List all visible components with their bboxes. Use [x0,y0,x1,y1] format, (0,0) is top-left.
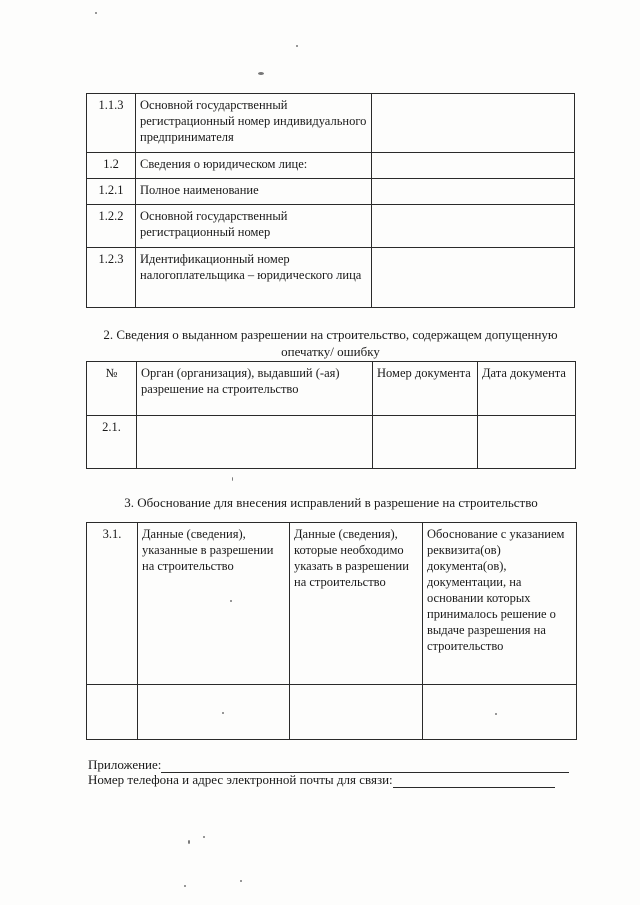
row-value[interactable] [372,94,575,153]
row-number: 1.1.3 [87,94,136,153]
row-number: 1.2.2 [87,205,136,248]
row-label: Основной государственный регистрационный номер [136,205,372,248]
col-header-specified-data: Данные (сведения), указанные в разрешении на строительство [138,523,290,685]
scan-speck [258,72,264,75]
table-row [87,416,576,469]
contact-line [88,772,555,788]
table-row [87,685,577,740]
scan-speck [203,836,205,838]
row-label: Идентификационный номер налогоплательщика – юридического лица [136,248,372,308]
scan-speck [232,477,233,481]
scan-speck [95,12,97,14]
table-row [87,248,575,308]
table-row [87,94,575,153]
section-3-heading: 3. Обоснование для внесения исправлений в разрешение на строительство [124,495,538,510]
col-header-basis: Обоснование с указанием реквизита(ов) документа(ов), документации, на основании которых принималось решение о выдаче разрешения на строительство [423,523,577,685]
row-value[interactable] [372,179,575,205]
row-label: Полное наименование [136,179,372,205]
row-number: 1.2 [87,153,136,179]
doc-date-field[interactable] [478,416,576,469]
attachment-label: Приложение: [88,757,162,772]
correction-basis-table [86,522,577,740]
specified-data-field[interactable] [138,685,290,740]
row-label: Основной государственный регистрационный номер индивидуального предпринимателя [136,94,372,153]
scan-speck [240,880,242,882]
section-2-heading: 2. Сведения о выданном разрешении на строительство, содержащем допущенную опечатку/ ошибку [103,327,558,359]
basis-field[interactable] [423,685,577,740]
table-row [87,205,575,248]
contact-field[interactable] [393,775,555,788]
row-value[interactable] [372,153,575,179]
scan-speck [188,840,190,844]
contact-label: Номер телефона и адрес электронной почты для связи: [88,772,393,787]
row-label: Сведения о юридическом лице: [136,153,372,179]
table-header-row [87,362,576,416]
organ-field[interactable] [137,416,373,469]
row-number: 2.1. [87,416,137,469]
empty-number-cell [87,685,138,740]
required-data-field[interactable] [290,685,423,740]
row-number: 1.2.3 [87,248,136,308]
table-row [87,153,575,179]
row-value[interactable] [372,205,575,248]
scan-speck [296,45,298,47]
col-header-number: № [87,362,137,416]
applicant-info-table [86,93,575,308]
row-value[interactable] [372,248,575,308]
row-number: 1.2.1 [87,179,136,205]
col-header-doc-number: Номер документа [373,362,478,416]
permit-info-table [86,361,576,469]
col-header-organ: Орган (организация), выдавший (-ая) разрешение на строительство [137,362,373,416]
doc-number-field[interactable] [373,416,478,469]
col-header-doc-date: Дата документа [478,362,576,416]
row-number: 3.1. [87,523,138,685]
scan-speck [230,600,232,602]
table-row [87,179,575,205]
scan-speck [495,713,497,715]
attachment-line [88,757,569,773]
scan-speck [222,712,224,714]
col-header-required-data: Данные (сведения), которые необходимо указать в разрешении на строительство [290,523,423,685]
scan-speck [184,885,186,887]
table-header-row [87,523,577,685]
